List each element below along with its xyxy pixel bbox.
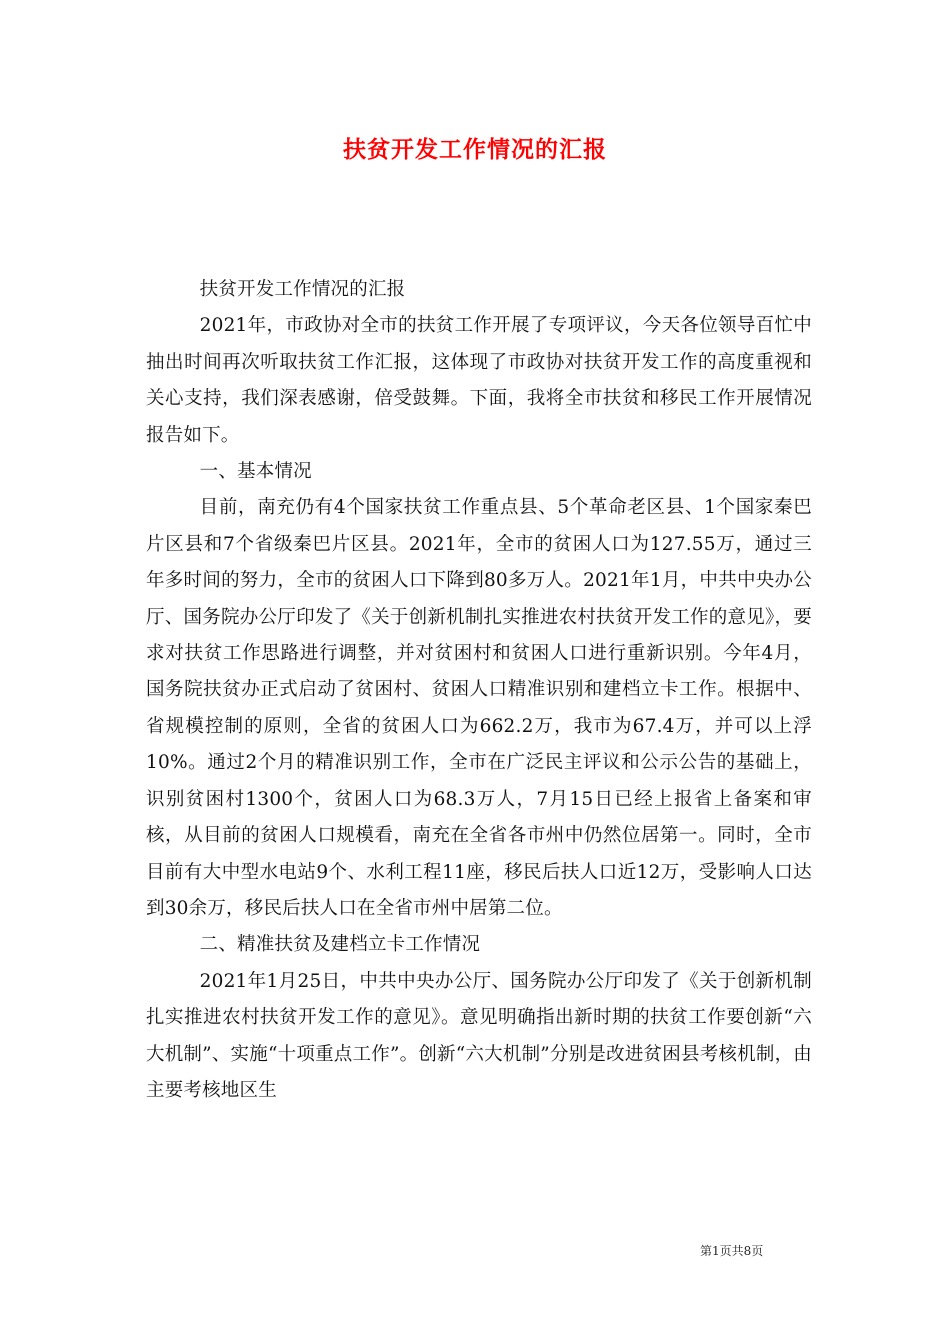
section-heading-basic: 一、基本情况 — [199, 461, 312, 483]
document-body — [146, 272, 812, 1109]
page-number: 第1页共8页 — [700, 1244, 764, 1258]
document-title: 扶贫开发工作情况的汇报 — [343, 136, 607, 163]
section-heading-precision: 二、精准扶贫及建档立卡工作情况 — [199, 934, 481, 956]
paragraph-intro: 2021年，市政协对全市的扶贫工作开展了专项评议，今天各位领导百忙中抽出时间再次听取扶贫工作汇报，这体现了市政协对扶贫开发工作的高度重视和关心支持，我们深表感谢，倍受鼓舞。下面，我将全市扶贫和移民工作开展情况报告如下。 — [146, 315, 812, 446]
paragraph-basic-situation: 目前，南充仍有4个国家扶贫工作重点县、5个革命老区县、1个国家秦巴片区县和7个省级秦巴片区县。2021年，全市的贫困人口为127.55万，通过三年多时间的努力，全市的贫困人口下降到80多万人。2021年1月，中共中央办公厅、国务院办公厅印发了《关于创新机制扎实推进农村扶贫开发工作的意见》，要求对扶贫工作思路进行调整，并对贫困村和贫困人口进行重新识别。今年4月，国务院扶贫办正式启动了贫困村、贫困人口精准识别和建档立卡工作。根据中、省规模控制的原则，全省的贫困人口为662.2万，我市为67.4万，并可以上浮10%。通过2个月的精准识别工作，全市在广泛民主评议和公示公告的基础上，识别贫困村1300个，贫困人口为68.3万人，7月15日已经上报省上备案和审核，从目前的贫困人口规模看，南充在全省各市州中仍然位居第一。同时，全市目前有大中型水电站9个、水利工程11座，移民后扶人口近12万，受影响人口达到30余万，移民后扶人口在全省市州中居第二位。 — [146, 497, 812, 919]
paragraph-heading-repeat: 扶贫开发工作情况的汇报 — [199, 279, 406, 300]
paragraph-precision: 2021年1月25日，中共中央办公厅、国务院办公厅印发了《关于创新机制扎实推进农村扶贫开发工作的意见》。意见明确指出新时期的扶贫工作要创新“六大机制”、实施“十项重点工作”。创新“六大机制”分别是改进贫困县考核机制，由主要考核地区生 — [146, 970, 812, 1101]
